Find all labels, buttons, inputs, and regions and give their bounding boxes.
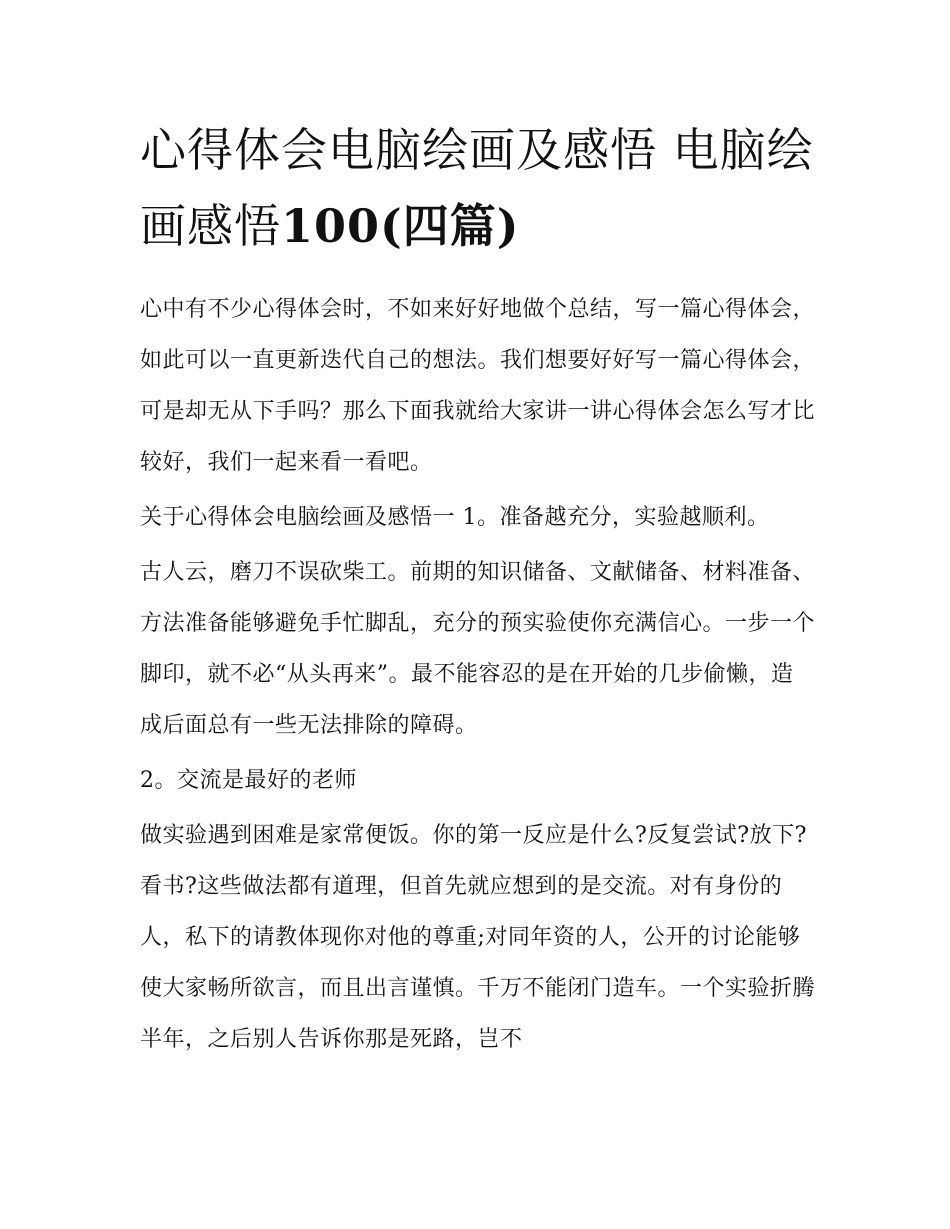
paragraph-intro: 心中有不少心得体会时，不如来好好地做个总结，写一篇心得体会，如此可以一直更新迭代自己的想法。我们想要好好写一篇心得体会，可是却无从下手吗？那么下面我就给大家讲一讲心得体会怎么写才比较好，我们一起来看一看吧。 xyxy=(140,297,816,475)
title-text: 心得体会电脑绘画及感悟 电脑绘画感悟 xyxy=(140,123,814,253)
paragraph-section-1-heading: 关于心得体会电脑绘画及感悟一 1。准备越充分，实验越顺利。 xyxy=(140,505,770,530)
paragraph-communication: 做实验遇到困难是家常便饭。你的第一反应是什么?反复尝试?放下?看书?这些做法都有道理，但首先就应想到的是交流。对有身份的人，私下的请教体现你对他的尊重;对同年资的人，公开的讨论能够使大家畅所欲言，而且出言谨慎。千万不能闭门造车。一个实验折腾半年，之后别人告诉你那是死路，岂不 xyxy=(140,823,816,1052)
document-content xyxy=(140,112,815,1069)
paragraph-preparation: 古人云，磨刀不误砍柴工。前期的知识储备、文献储备、材料准备、方法准备能够避免手忙脚乱，充分的预实验使你充满信心。一步一个脚印，就不必“从头再来”。最不能容忍的是在开始的几步偷懒，造成后面总有一些无法排除的障碍。 xyxy=(140,560,816,738)
document-title xyxy=(140,112,815,264)
title-number: 100(四篇) xyxy=(281,199,520,253)
paragraph-section-2-heading: 2。交流是最好的老师 xyxy=(140,768,357,793)
